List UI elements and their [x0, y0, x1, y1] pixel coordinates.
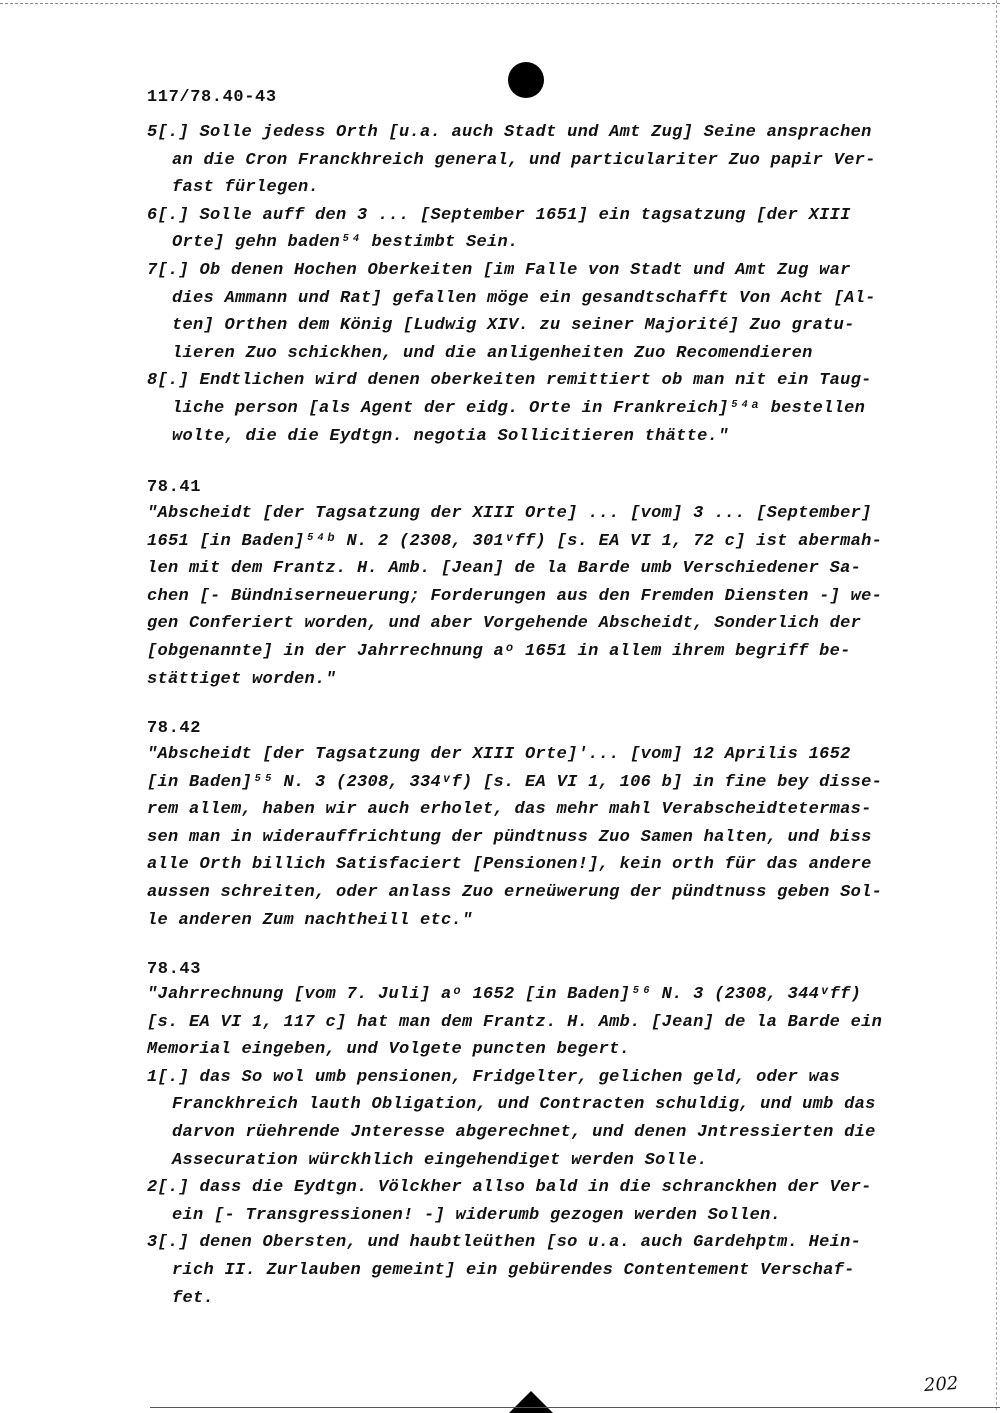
text-line: 6[.] Solle auff den 3 ... [September 1651] ein tagsatzung [der XIII [147, 205, 851, 225]
text-line: 3[.] denen Obersten, und haubtleüthen [so u.a. auch Gardehptm. Hein- [147, 1233, 862, 1253]
text-line: 2[.] dass die Eydtgn. Völckher allso bald in die schranckhen der Ver- [147, 1178, 872, 1198]
text-line: rem allem, haben wir auch erholet, das mehr mahl Verabscheidtetermas- [147, 800, 872, 820]
text-line: Memorial eingeben, und Volgete puncten begert. [147, 1040, 631, 1060]
section-heading-78-41: 78.41 [147, 478, 202, 497]
text-line: ein [- Transgressionen! -] widerumb gezogen werden Sollen. [172, 1205, 782, 1225]
text-line: sen man in widerauffrichtung der pündtnuss Zuo Samen halten, und biss [147, 827, 872, 847]
text-line: ten] Orthen dem König [Ludwig XIV. zu seiner Majorité] Zuo gratu- [172, 316, 855, 336]
block-lines [147, 981, 907, 1312]
punch-hole-mark [508, 62, 544, 98]
bottom-rule [150, 1407, 1000, 1408]
block-lines [147, 119, 907, 450]
text-line: stättiget worden." [147, 669, 337, 689]
text-line: le anderen Zum nachtheill etc." [147, 910, 473, 930]
text-line: fast fürlegen. [172, 178, 320, 198]
text-block-78-43 [147, 981, 907, 1312]
text-line: 5[.] Solle jedess Orth [u.a. auch Stadt und Amt Zug] Seine ansprachen [147, 123, 872, 142]
text-line: Assecuration würckhlich eingehendiget werden Solle. [172, 1150, 708, 1170]
text-line: 7[.] Ob denen Hochen Oberkeiten [im Falle von Stadt und Amt Zug war [147, 260, 851, 280]
section-heading-78-43: 78.43 [147, 960, 202, 979]
text-line: Franckhreich lauth Obligation, und Contracten schuldig, und umb das [172, 1095, 876, 1115]
scan-edge-top [0, 3, 1000, 4]
block-lines [147, 741, 907, 934]
text-line: "Jahrrechnung [vom 7. Juli] aᵒ 1652 [in Baden]⁵⁶ N. 3 (2308, 344ᵛff) [147, 985, 862, 1004]
text-line: "Abscheidt [der Tagsatzung der XIII Orte]'... [vom] 12 Aprilis 1652 [147, 745, 851, 764]
text-line: len mit dem Frantz. H. Amb. [Jean] de la Barde umb Verschiedener Sa- [147, 559, 862, 579]
text-line: 1651 [in Baden]⁵⁴ᵇ N. 2 (2308, 301ᵛff) [s. EA VI 1, 72 c] ist abermah- [147, 531, 883, 551]
text-line: alle Orth billich Satisfaciert [Pensionen!], kein orth für das andere [147, 855, 872, 875]
text-line: [s. EA VI 1, 117 c] hat man dem Frantz. H. Amb. [Jean] de la Barde ein [147, 1012, 883, 1032]
block-lines [147, 500, 907, 693]
text-line: rich II. Zurlauben gemeint] ein gebürendes Contentement Verschaf- [172, 1260, 855, 1280]
text-line: liche person [als Agent der eidg. Orte in Frankreich]⁵⁴ᵃ bestellen [172, 398, 866, 418]
handwritten-page-number: 202 [923, 1372, 960, 1397]
text-line: 1[.] das So wol umb pensionen, Fridgelter, gelichen geld, oder was [147, 1067, 841, 1087]
text-line: gen Conferiert worden, und aber Vorgehende Abscheidt, Sonderlich der [147, 614, 862, 634]
text-line: [obgenannte] in der Jahrrechnung aᵒ 1651 in allem ihrem begriff be- [147, 641, 851, 661]
text-line: fet. [172, 1288, 215, 1308]
text-line: an die Cron Franckhreich general, und particulariter Zuo papir Ver- [172, 150, 876, 170]
text-line: 8[.] Endtlichen wird denen oberkeiten remittiert ob man nit ein Taug- [147, 371, 872, 391]
section-heading-78-42: 78.42 [147, 719, 202, 738]
text-line: Orte] gehn baden⁵⁴ bestimbt Sein. [172, 233, 519, 253]
text-line: chen [- Bündniserneuerung; Forderungen aus den Fremden Diensten -] we- [147, 586, 883, 606]
page-reference: 117/78.40-43 [147, 88, 277, 107]
text-line: aussen schreiten, oder anlass Zuo erneüwerung der pündtnuss geben Sol- [147, 882, 883, 902]
scan-edge-right [996, 0, 997, 1410]
text-block-78-42 [147, 741, 907, 934]
text-line: "Abscheidt [der Tagsatzung der XIII Orte] ... [vom] 3 ... [September] [147, 504, 872, 523]
text-line: dies Ammann und Rat] gefallen möge ein gesandtschafft Von Acht [Al- [172, 288, 876, 308]
text-block-78-41 [147, 500, 907, 693]
text-block-78-40 [147, 119, 907, 450]
text-line: wolte, die die Eydtgn. negotia Sollicitieren thätte." [172, 426, 729, 446]
text-line: [in Baden]⁵⁵ N. 3 (2308, 334ᵛf) [s. EA VI 1, 106 b] in fine bey disse- [147, 772, 883, 792]
text-line: darvon rüehrende Jnteresse abgerechnet, und denen Jntressierten die [172, 1122, 876, 1142]
text-line: lieren Zuo schickhen, und die anligenheiten Zuo Recomendieren [172, 343, 813, 363]
